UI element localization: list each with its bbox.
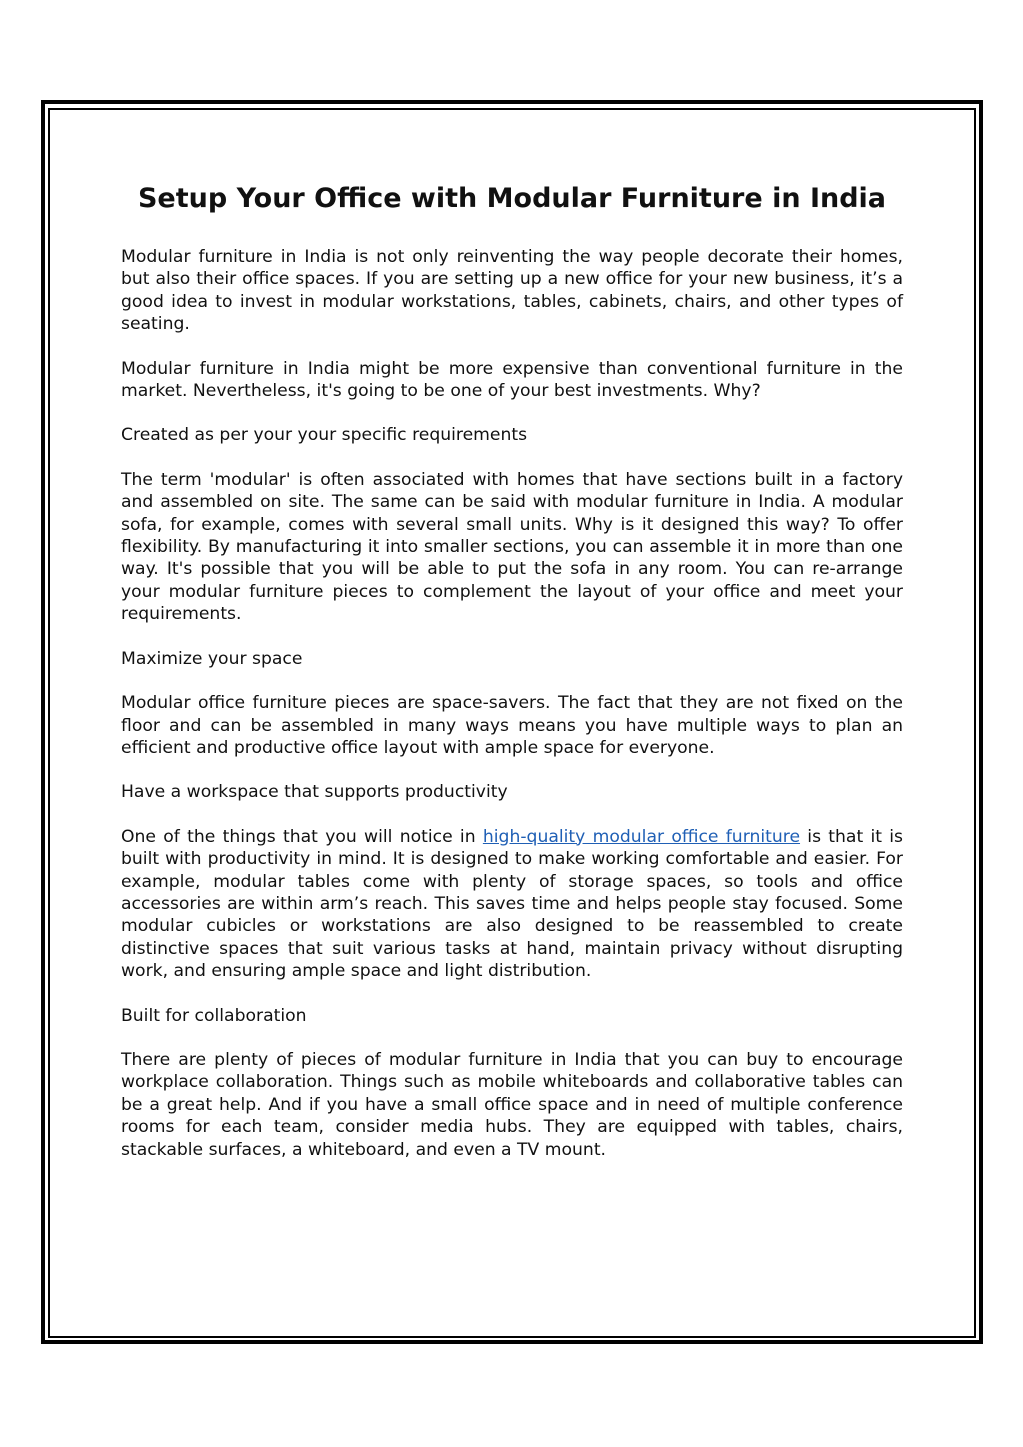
- productivity-text-start: One of the things that you will notice in: [121, 826, 483, 847]
- section-heading-requirements: Created as per your your specific requirements: [121, 425, 528, 446]
- section-heading-space: Maximize your space: [121, 648, 303, 669]
- productivity-text-end: is that it is built with productivity in mind. It is designed to make working comfortable and easier. For example, modular tables come with plenty of storage spaces, so tools and office accessories are within arm’s reach. This saves time and helps people stay focused. Some modular cubicles or workstations are also designed to be reassembled to create distinctive spaces that suit various tasks at hand, maintain privacy without disrupting work, and ensuring ample space and light distribution.: [121, 826, 903, 982]
- space-paragraph: Modular office furniture pieces are space-savers. The fact that they are not fixed on the floor and can be assembled in many ways means you have multiple ways to plan an efficient and productive office layout with ample space for everyone.: [121, 693, 903, 758]
- section-heading-collaboration: Built for collaboration: [121, 1005, 307, 1026]
- requirements-paragraph: The term 'modular' is often associated with homes that have sections built in a factory and assembled on site. The same can be said with modular furniture in India. A modular sofa, for example, comes with several small units. Why is it designed this way? To offer flexibility. By manufacturing it into smaller sections, you can assemble it in more than one way. It's possible that you will be able to put the sofa in any room. You can re-arrange your modular furniture pieces to complement the layout of your office and meet your requirements.: [121, 469, 903, 625]
- intro-paragraph: Modular furniture in India is not only reinventing the way people decorate their homes, but also their office spaces. If you are setting up a new office for your new business, it’s a good idea to invest in modular workstations, tables, cabinets, chairs, and other types of seating.: [121, 247, 903, 335]
- productivity-paragraph: [121, 826, 903, 983]
- cost-paragraph: Modular furniture in India might be more expensive than conventional furniture in the market. Nevertheless, it's going to be one of your best investments. Why?: [121, 358, 903, 402]
- document-title: Setup Your Office with Modular Furniture in India: [137, 183, 887, 214]
- collaboration-paragraph: There are plenty of pieces of modular furniture in India that you can buy to encourage workplace collaboration. Things such as mobile whiteboards and collaborative tables can be a great help. And if you have a small office space and in need of multiple conference rooms for each team, consider media hubs. They are equipped with tables, chairs, stackable surfaces, a whiteboard, and even a TV mount.: [121, 1049, 903, 1160]
- section-heading-productivity: Have a workspace that supports productivity: [121, 782, 508, 803]
- modular-furniture-link[interactable]: high-quality modular office furniture: [482, 826, 801, 847]
- document-body: [121, 180, 903, 1183]
